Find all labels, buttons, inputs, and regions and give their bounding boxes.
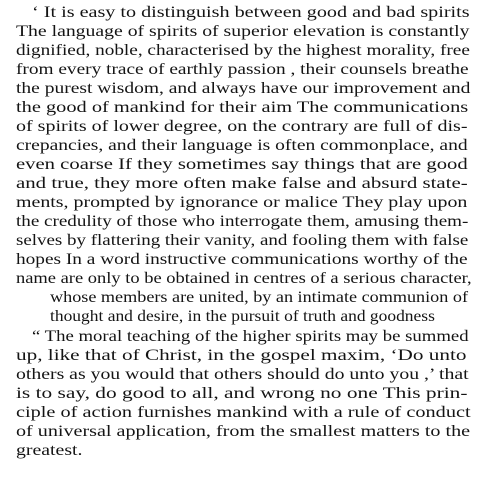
- text-line: is to say, do good to all, and wrong no one This prin-: [16, 385, 468, 402]
- text-line: from every trace of earthly passion , their counsels breathe: [16, 61, 469, 78]
- text-line: dignified, noble, characterised by the highest morality, free: [16, 42, 470, 59]
- text-line: even coarse If they sometimes say things that are good: [16, 156, 468, 173]
- text-line: crepancies, and their language is often commonplace, and: [16, 137, 468, 154]
- text-line: greatest.: [16, 442, 83, 459]
- text-line: whose members are united, by an intimate communion of: [50, 289, 468, 306]
- text-line: name are only to be obtained in centres of a serious character,: [16, 270, 472, 287]
- text-line: ments, prompted by ignorance or malice They play upon: [16, 194, 468, 211]
- text-line: The language of spirits of superior elevation is constantly: [16, 23, 470, 40]
- text-line: the purest wisdom, and always have our improvement and: [16, 80, 471, 97]
- text-line: of spirits of lower degree, on the contrary are full of dis-: [16, 118, 468, 135]
- text-line: “ The moral teaching of the higher spirits may be summed: [32, 328, 469, 345]
- text-line: the credulity of those who interrogate them, amusing them-: [16, 213, 469, 230]
- text-line: the good of mankind for their aim The communications: [16, 99, 469, 116]
- text-line: and true, they more often make false and absurd state-: [16, 175, 468, 192]
- text-line: of universal application, from the smallest matters to the: [16, 423, 471, 440]
- text-line: others as you would that others should do unto you ,’ that: [16, 366, 469, 383]
- text-line: ‘ It is easy to distinguish between good and bad spirits: [32, 4, 470, 21]
- text-line: thought and desire, in the pursuit of truth and goodness: [50, 308, 435, 325]
- text-line: up, like that of Christ, in the gospel maxim, ‘Do unto: [16, 347, 467, 364]
- text-line: hopes In a word instructive communications worthy of the: [16, 251, 468, 268]
- text-line: selves by flattering their vanity, and fooling them with false: [16, 232, 469, 249]
- text-line: ciple of action furnishes mankind with a rule of conduct: [16, 404, 471, 421]
